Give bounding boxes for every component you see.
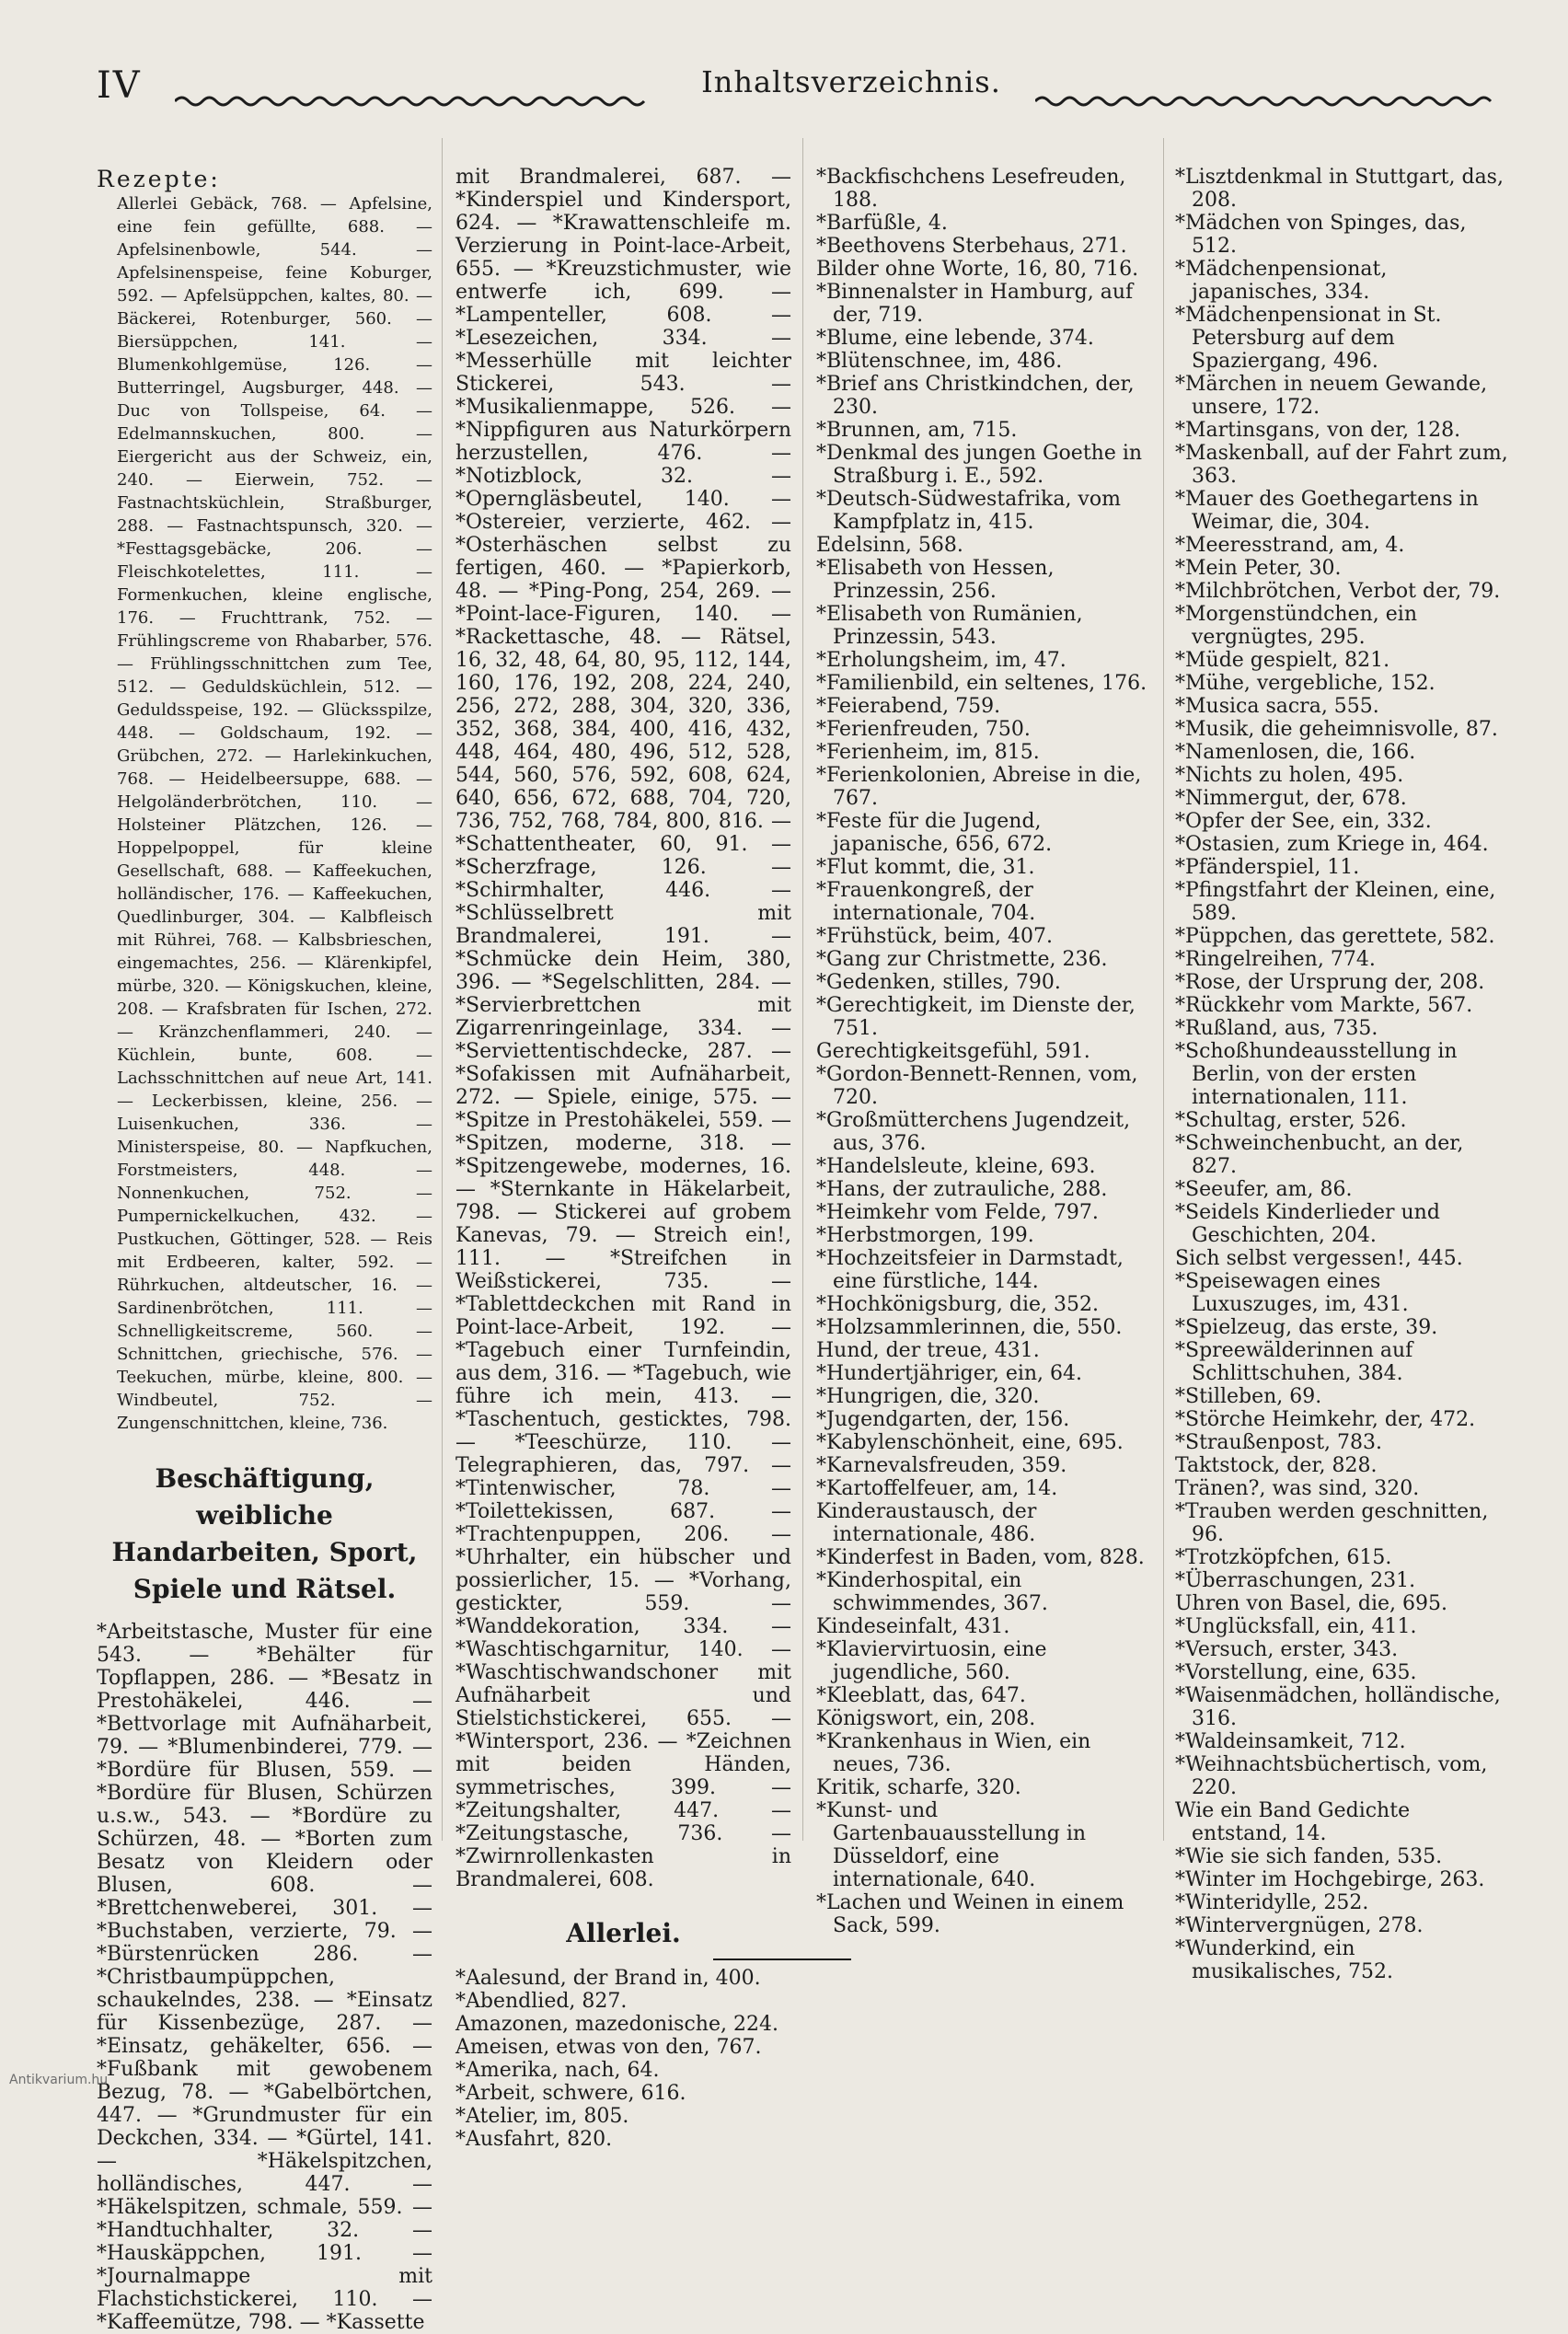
index-entry: *Speisewagen eines Luxuszuges, im, 431. bbox=[1175, 1270, 1409, 1316]
index-entry: *Heimkehr vom Felde, 797. bbox=[816, 1201, 1099, 1224]
index-entry: *Hochkönigsburg, die, 352. bbox=[816, 1293, 1100, 1316]
handwork-list-continued: mit Brandmalerei, 687. — *Kinderspiel und Kindersport, 624. — *Krawattenschleife m. Verzierung in Point-lace-Arbeit, 655. — *Kreuzstichmuster, wie entwerfe ich, 699. — *Lampenteller, 608. — *Lesezeichen, 334. — *Messerhülle mit leichter Stickerei, 543. — *Musikalienmappe, 526. — *Nippfiguren aus Naturkörpern herzustellen, 476. — *Notizblock, 32. — *Operngläsbeutel, 140. — *Ostereier, verzierte, 462. — *Osterhäschen selbst zu fertigen, 460. — *Papierkorb, 48. — *Ping-Pong, 254, 269. — *Point-lace-Figuren, 140. — *Rackettasche, 48. — Rätsel, 16, 32, 48, 64, 80, 95, 112, 144, 160, 176, 192, 208, 224, 240, 256, 272, 288, 304, 320, 336, 352, 368, 384, 400, 416, 432, 448, 464, 480, 496, 512, 528, 544, 560, 576, 592, 608, 624, 640, 656, 672, 688, 704, 720, 736, 752, 768, 784, 800, 816. — *Schattentheater, 60, 91. — *Scherzfrage, 126. — *Schirmhalter, 446. — *Schlüsselbrett mit Brandmalerei, 191. — *Schmücke dein Heim, 380, 396. — *Segelschlitten, 284. — *Servierbrettchen mit Zigarrenringeinlage, 334. — *Serviettentischdecke, 287. — *Sofakissen mit Aufnäharbeit, 272. — Spiele, einige, 575. — *Spitze in Prestohäkelei, 559. — *Spitzen, moderne, 318. — *Spitzengewebe, modernes, 16. — *Sternkante in Häkelarbeit, 798. — Stickerei auf grobem Kanevas, 79. — Streich ein!, 111. — *Streifchen in Weißstickerei, 735. — *Tablettdeckchen mit Rand in Point-lace-Arbeit, 192. — *Tagebuch einer Turnfeindin, aus dem, 316. — *Tagebuch, wie führe ich mein, 413. — *Taschentuch, gesticktes, 798. — *Teeschürze, 110. — Telegraphieren, das, 797. — *Tintenwischer, 78. — *Toilettekissen, 687. — *Trachtenpuppen, 206. — *Uhrhalter, ein hübscher und possierlicher, 15. — *Vorhang, gestickter, 559. — *Wanddekoration, 334. — *Waschtischgarnitur, 140. — *Waschtischwandschoner mit Aufnäharbeit und Stielstichstickerei, 655. — *Wintersport, 236. — *Zeichnen mit beiden Händen, symmetrisches, 399. — *Zeitungshalter, 447. — *Zeitungstasche, 736. — *Zwirnrollenkasten in Brandmalerei, 608. bbox=[455, 166, 791, 1891]
index-entry: *Spreewälderinnen auf Schlittschuhen, 384. bbox=[1175, 1339, 1413, 1385]
index-entry: *Meeresstrand, am, 4. bbox=[1175, 534, 1405, 557]
index-entry: *Rose, der Ursprung der, 208. bbox=[1175, 971, 1485, 994]
index-entry: Edelsinn, 568. bbox=[816, 534, 963, 557]
index-entry: *Müde gespielt, 821. bbox=[1175, 649, 1390, 672]
index-entry: *Handelsleute, kleine, 693. bbox=[816, 1155, 1096, 1178]
index-entry: *Milchbrötchen, Verbot der, 79. bbox=[1175, 580, 1501, 603]
index-entry: *Blume, eine lebende, 374. bbox=[816, 327, 1094, 350]
index-entry: *Stilleben, 69. bbox=[1175, 1385, 1322, 1408]
index-entry: Taktstock, der, 828. bbox=[1175, 1454, 1378, 1477]
source-credit: Antikvarium.hu bbox=[9, 2073, 109, 2087]
index-entry: *Hochzeitsfeier in Darmstadt, eine fürstliche, 144. bbox=[816, 1247, 1124, 1293]
index-entry: *Klaviervirtuosin, eine jugendliche, 560. bbox=[816, 1638, 1047, 1684]
recipes-list: Allerlei Gebäck, 768. — Apfelsine, eine fein gefüllte, 688. — Apfelsinenbowle, 544. — Apfelsinenspeise, feine Koburger, 592. — Apfelsüppchen, kaltes, 80. — Bäckerei, Rotenburger, 560. — Biersüppchen, 141. — Blumenkohlgemüse, 126. — Butterringel, Augsburger, 448. — Duc von Tollspeise, 64. — Edelmannskuchen, 800. — Eiergericht aus der Schweiz, ein, 240. — Eierwein, 752. — Fastnachtsküchlein, Straßburger, 288. — Fastnachtspunsch, 320. — *Festtagsgebäcke, 206. — Fleischkotelettes, 111. — Formenkuchen, kleine englische, 176. — Fruchttrank, 752. — Frühlingscreme von Rhabarber, 576. — Frühlingsschnittchen zum Tee, 512. — Geduldsküchlein, 512. — Geduldsspeise, 192. — Glücksspilze, 448. — Goldschaum, 192. — Grübchen, 272. — Harlekinkuchen, 768. — Heidelbeersuppe, 688. — Helgoländerbrötchen, 110. — Holsteiner Plätzchen, 126. — Hoppelpoppel, für kleine Gesellschaft, 688. — Kaffeekuchen, holländischer, 176. — Kaffeekuchen, Quedlinburger, 304. — Kalbfleisch mit Rührei, 768. — Kalbsbrieschen, eingemachtes, 256. — Klärenkipfel, mürbe, 320. — Königskuchen, kleine, 208. — Krafsbraten für Ischen, 272. — Kränzchenflammeri, 240. — Küchlein, bunte, 608. — Lachsschnittchen auf neue Art, 141. — Leckerbissen, kleine, 256. — Luisenkuchen, 336. — Ministerspeise, 80. — Napfkuchen, Forstmeisters, 448. — Nonnenkuchen, 752. — Pumpernickelkuchen, 432. — Pustkuchen, Göttinger, 528. — Reis mit Erdbeeren, kalter, 592. — Rührkuchen, altdeutscher, 16. — Sardinenbrötchen, 111. — Schnelligkeitscreme, 560. — Schnittchen, griechische, 576. — Teekuchen, mürbe, kleine, 800. — Windbeutel, 752. — Zungenschnittchen, kleine, 736. bbox=[117, 194, 432, 1433]
index-entry: *Unglücksfall, ein, 411. bbox=[1175, 1615, 1417, 1638]
index-entry: *Brunnen, am, 715. bbox=[816, 419, 1018, 442]
column-3 bbox=[816, 166, 1152, 1937]
index-entry: *Mädchenpensionat, japanisches, 334. bbox=[1175, 258, 1388, 304]
index-entry: *Martinsgans, von der, 128. bbox=[1175, 419, 1461, 442]
index-entry: *Vorstellung, eine, 635. bbox=[1175, 1661, 1417, 1684]
index-entry: *Brief ans Christkindchen, der, 230. bbox=[816, 373, 1135, 419]
index-entry: *Opfer der See, ein, 332. bbox=[1175, 810, 1432, 833]
index-entry: *Kinderfest in Baden, vom, 828. bbox=[816, 1546, 1145, 1569]
index-entry: *Gedenken, stilles, 790. bbox=[816, 971, 1061, 994]
index-entry: *Backfischchens Lesefreuden, 188. bbox=[816, 166, 1126, 212]
index-entry: *Püppchen, das gerettete, 582. bbox=[1175, 925, 1495, 948]
index-entry: *Waldeinsamkeit, 712. bbox=[1175, 1730, 1406, 1753]
allerlei-list-start bbox=[455, 1967, 791, 2151]
index-entry: *Seidels Kinderlieder und Geschichten, 204. bbox=[1175, 1201, 1440, 1247]
index-entry: *Hundertjähriger, ein, 64. bbox=[816, 1362, 1083, 1385]
recipes-heading: Rezepte: bbox=[97, 166, 221, 192]
index-entry: *Ferienkolonien, Abreise in die, 767. bbox=[816, 764, 1142, 810]
index-entry: *Elisabeth von Rumänien, Prinzessin, 543. bbox=[816, 603, 1083, 649]
index-entry: Bilder ohne Worte, 16, 80, 716. bbox=[816, 258, 1139, 281]
index-entry: *Nimmergut, der, 678. bbox=[1175, 787, 1407, 810]
index-entry: *Trotzköpfchen, 615. bbox=[1175, 1546, 1392, 1569]
index-entry: *Gordon-Bennett-Rennen, vom, 720. bbox=[816, 1063, 1138, 1109]
column-divider bbox=[442, 138, 443, 1841]
index-entry: *Flut kommt, die, 31. bbox=[816, 856, 1035, 879]
column-divider bbox=[1163, 138, 1164, 1841]
index-entry: *Kleeblatt, das, 647. bbox=[816, 1684, 1026, 1707]
index-entry: *Feste für die Jugend, japanische, 656, 672. bbox=[816, 810, 1053, 856]
index-entry: *Märchen in neuem Gewande, unsere, 172. bbox=[1175, 373, 1488, 419]
index-entry: *Beethovens Sterbehaus, 271. bbox=[816, 235, 1127, 258]
index-entry: *Pfänderspiel, 11. bbox=[1175, 856, 1360, 879]
index-entry: *Hans, der zutrauliche, 288. bbox=[816, 1178, 1108, 1201]
column-divider bbox=[802, 138, 803, 1841]
index-entry: *Kartoffelfeuer, am, 14. bbox=[816, 1477, 1058, 1500]
index-entry: *Großmütterchens Jugendzeit, aus, 376. bbox=[816, 1109, 1131, 1155]
index-entry: *Gang zur Christmette, 236. bbox=[816, 948, 1108, 971]
index-entry: Gerechtigkeitsgefühl, 591. bbox=[816, 1040, 1090, 1063]
index-entry: *Spielzeug, das erste, 39. bbox=[1175, 1316, 1438, 1339]
index-entry: *Namenlosen, die, 166. bbox=[1175, 741, 1416, 764]
index-entry: *Schweinchenbucht, an der, 827. bbox=[1175, 1132, 1464, 1178]
index-entry: *Musik, die geheimnisvolle, 87. bbox=[1175, 718, 1498, 741]
index-entry: *Krankenhaus in Wien, ein neues, 736. bbox=[816, 1730, 1091, 1776]
index-entry: *Mädchen von Spinges, das, 512. bbox=[1175, 212, 1467, 258]
index-entry: *Ringelreihen, 774. bbox=[1175, 948, 1376, 971]
index-entry: *Mein Peter, 30. bbox=[1175, 557, 1342, 580]
index-entry: *Frauenkongreß, der internationale, 704. bbox=[816, 879, 1036, 925]
index-entry: *Mühe, vergebliche, 152. bbox=[1175, 672, 1435, 695]
index-entry: Königswort, ein, 208. bbox=[816, 1707, 1036, 1730]
column-4 bbox=[1175, 166, 1511, 1983]
index-entry: *Barfüßle, 4. bbox=[816, 212, 948, 235]
end-rule bbox=[713, 1958, 851, 1960]
index-entry: *Waisenmädchen, holländische, 316. bbox=[1175, 1684, 1501, 1730]
index-entry: *Überraschungen, 231. bbox=[1175, 1569, 1416, 1592]
running-title: Inhaltsverzeichnis. bbox=[701, 64, 1001, 99]
index-entry: Kritik, scharfe, 320. bbox=[816, 1776, 1021, 1799]
index-entry: *Musica sacra, 555. bbox=[1175, 695, 1379, 718]
index-entry: *Wunderkind, ein musikalisches, 752. bbox=[1175, 1937, 1393, 1983]
index-entry: *Aalesund, der Brand in, 400. bbox=[455, 1967, 761, 1990]
index-entry: *Holzsammlerinnen, die, 550. bbox=[816, 1316, 1123, 1339]
index-entry: *Seeufer, am, 86. bbox=[1175, 1178, 1353, 1201]
index-entry: Tränen?, was sind, 320. bbox=[1175, 1477, 1420, 1500]
index-entry: Uhren von Basel, die, 695. bbox=[1175, 1592, 1447, 1615]
index-entry: Hund, der treue, 431. bbox=[816, 1339, 1040, 1362]
index-entry: *Elisabeth von Hessen, Prinzessin, 256. bbox=[816, 557, 1055, 603]
index-entry: *Schultag, erster, 526. bbox=[1175, 1109, 1407, 1132]
index-entry: *Rußland, aus, 735. bbox=[1175, 1017, 1378, 1040]
index-entry: *Denkmal des jungen Goethe in Straßburg i. E., 592. bbox=[816, 442, 1143, 488]
index-entry: *Ausfahrt, 820. bbox=[455, 2128, 613, 2151]
column-1 bbox=[97, 166, 432, 2334]
index-entry: *Kunst- und Gartenbauausstellung in Düsseldorf, eine internationale, 640. bbox=[816, 1799, 1087, 1891]
index-entry: *Mauer des Goethegartens in Weimar, die, 304. bbox=[1175, 488, 1479, 534]
index-entry: *Rückkehr vom Markte, 567. bbox=[1175, 994, 1473, 1017]
index-entry: Wie ein Band Gedichte entstand, 14. bbox=[1175, 1799, 1411, 1845]
section-heading-handwork: Beschäftigung, weibliche Handarbeiten, Sport, Spiele und Rätsel. bbox=[111, 1463, 418, 1604]
index-entry: Sich selbst vergessen!, 445. bbox=[1175, 1247, 1463, 1270]
index-entry: *Feierabend, 759. bbox=[816, 695, 1001, 718]
index-entry: *Atelier, im, 805. bbox=[455, 2105, 629, 2128]
running-header bbox=[97, 53, 1509, 127]
page-number: IV bbox=[97, 64, 142, 107]
index-entry: *Deutsch-Südwestafrika, vom Kampfplatz in, 415. bbox=[816, 488, 1121, 534]
index-entry: *Lachen und Weinen in einem Sack, 599. bbox=[816, 1891, 1124, 1937]
index-entry: *Ferienheim, im, 815. bbox=[816, 741, 1040, 764]
index-entry: *Winteridylle, 252. bbox=[1175, 1891, 1369, 1914]
ornament-wave-left bbox=[175, 94, 653, 109]
index-entry: *Ferienfreuden, 750. bbox=[816, 718, 1031, 741]
index-entry: *Frühstück, beim, 407. bbox=[816, 925, 1054, 948]
index-entry: *Blütenschnee, im, 486. bbox=[816, 350, 1063, 373]
index-entry: *Straußenpost, 783. bbox=[1175, 1431, 1383, 1454]
index-entry: *Gerechtigkeit, im Dienste der, 751. bbox=[816, 994, 1136, 1040]
ornament-wave-right bbox=[1035, 94, 1505, 109]
index-entry: *Binnenalster in Hamburg, auf der, 719. bbox=[816, 281, 1134, 327]
index-entry: *Karnevalsfreuden, 359. bbox=[816, 1454, 1067, 1477]
index-entry: *Kabylenschönheit, eine, 695. bbox=[816, 1431, 1124, 1454]
index-entry: *Arbeit, schwere, 616. bbox=[455, 2082, 686, 2105]
index-entry: *Maskenball, auf der Fahrt zum, 363. bbox=[1175, 442, 1508, 488]
index-entry: *Pfingstfahrt der Kleinen, eine, 589. bbox=[1175, 879, 1496, 925]
index-entry: Ameisen, etwas von den, 767. bbox=[455, 2036, 762, 2059]
index-entry: *Mädchenpensionat in St. Petersburg auf dem Spaziergang, 496. bbox=[1175, 304, 1442, 373]
index-entry: *Jugendgarten, der, 156. bbox=[816, 1408, 1070, 1431]
column-2 bbox=[455, 166, 791, 2151]
index-entry: *Familienbild, ein seltenes, 176. bbox=[816, 672, 1147, 695]
index-entry: *Trauben werden geschnitten, 96. bbox=[1175, 1500, 1489, 1546]
index-entry: Amazonen, mazedonische, 224. bbox=[455, 2013, 778, 2036]
index-entry: *Weihnachtsbüchertisch, vom, 220. bbox=[1175, 1753, 1488, 1799]
index-entry: *Hungrigen, die, 320. bbox=[816, 1385, 1040, 1408]
index-entry: *Erholungsheim, im, 47. bbox=[816, 649, 1066, 672]
index-entry: *Winter im Hochgebirge, 263. bbox=[1175, 1868, 1485, 1891]
handwork-list: *Arbeitstasche, Muster für eine 543. — *Behälter für Topflappen, 286. — *Besatz in Prestohäkelei, 446. — *Bettvorlage mit Aufnäharbeit, 79. — *Blumenbinderei, 779. — *Bordüre für Blusen, 559. — *Bordüre für Blusen, Schürzen u.s.w., 543. — *Bordüre zu Schürzen, 48. — *Borten zum Besatz von Kleidern oder Blusen, 608. — *Brettchenweberei, 301. — *Buchstaben, verzierte, 79. — *Bürstenrücken 286. — *Christbaumpüppchen, schaukelndes, 238. — *Einsatz für Kissenbezüge, 287. — *Einsatz, gehäkelter, 656. — *Fußbank mit gewobenem Bezug, 78. — *Gabelbörtchen, 447. — *Grundmuster für ein Deckchen, 334. — *Gürtel, 141. — *Häkelspitzchen, holländisches, 447. — *Häkelspitzen, schmale, 559. — *Handtuchhalter, 32. — *Hauskäppchen, 191. — *Journalmappe mit Flachstichstickerei, 110. — *Kaffeemütze, 798. — *Kassette bbox=[97, 1621, 432, 2334]
index-entry: *Wie sie sich fanden, 535. bbox=[1175, 1845, 1443, 1868]
index-entry: *Kinderhospital, ein schwimmendes, 367. bbox=[816, 1569, 1048, 1615]
section-heading-allerlei: Allerlei. bbox=[566, 1918, 681, 1948]
index-entry: Kinderaustausch, der internationale, 486. bbox=[816, 1500, 1037, 1546]
index-entry: *Nichts zu holen, 495. bbox=[1175, 764, 1404, 787]
index-entry: *Herbstmorgen, 199. bbox=[816, 1224, 1034, 1247]
index-entry: *Lisztdenkmal in Stuttgart, das, 208. bbox=[1175, 166, 1504, 212]
index-entry: *Abendlied, 827. bbox=[455, 1990, 628, 2013]
index-entry: *Ostasien, zum Kriege in, 464. bbox=[1175, 833, 1489, 856]
index-entry: *Wintervergnügen, 278. bbox=[1175, 1914, 1424, 1937]
index-entry: *Morgenstündchen, ein vergnügtes, 295. bbox=[1175, 603, 1418, 649]
index-entry: *Schoßhundeausstellung in Berlin, von der ersten internationalen, 111. bbox=[1175, 1040, 1458, 1109]
index-entry: Kindeseinfalt, 431. bbox=[816, 1615, 1010, 1638]
index-entry: *Störche Heimkehr, der, 472. bbox=[1175, 1408, 1476, 1431]
index-entry: *Amerika, nach, 64. bbox=[455, 2059, 660, 2082]
index-entry: *Versuch, erster, 343. bbox=[1175, 1638, 1399, 1661]
